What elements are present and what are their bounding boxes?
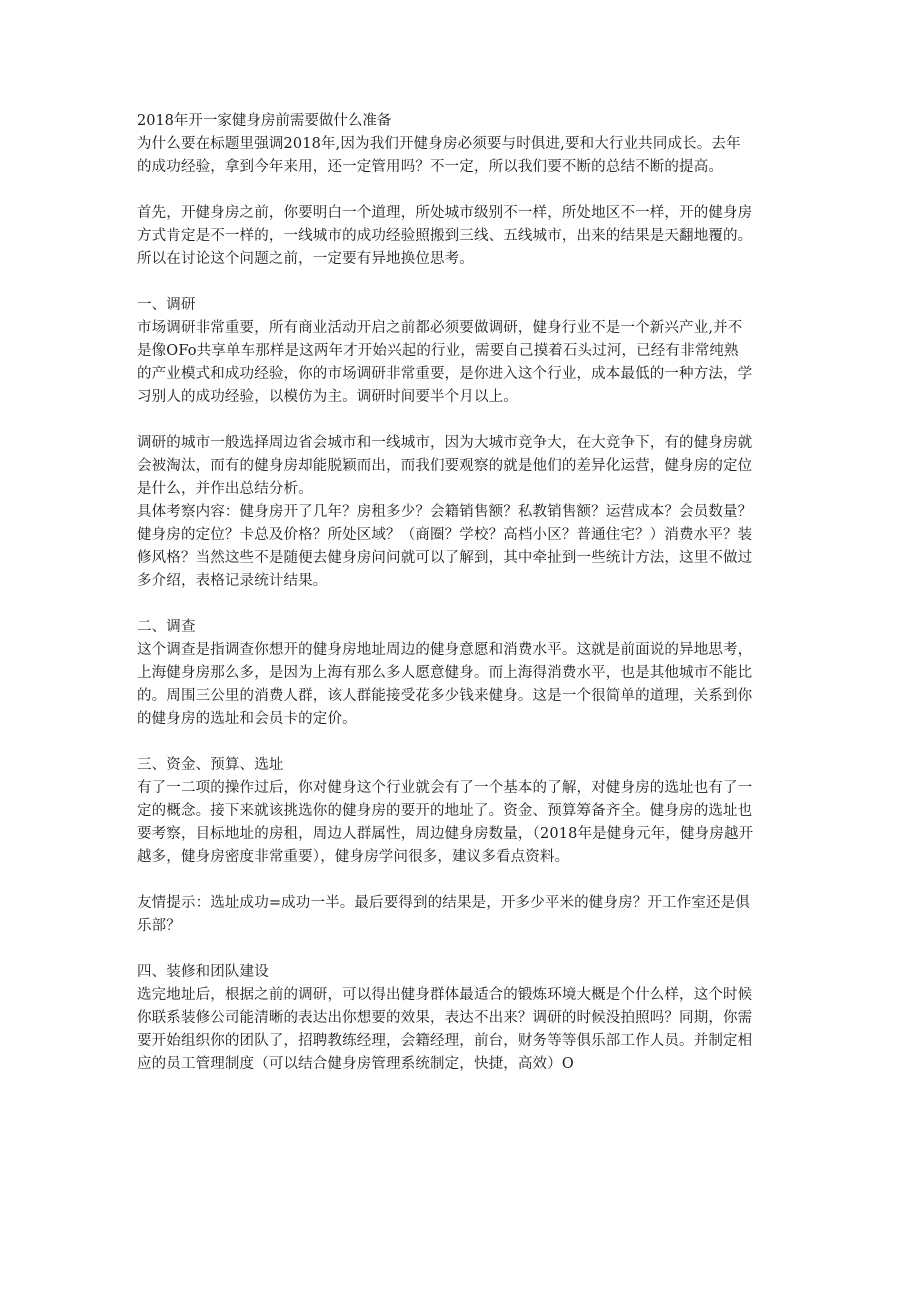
- research-paragraph-line: 的产业模式和成功经验，你的市场调研非常重要，是你进入这个行业，成本最低的一种方法，学: [137, 366, 753, 382]
- research-city-line: 会被淘汰，而有的健身房却能脱颖而出，而我们要观察的就是他们的差异化运营，健身房的定位: [137, 458, 753, 474]
- first-paragraph-line: 所以在讨论这个问题之前，一定要有异地换位思考。: [137, 251, 474, 267]
- intro-line: 为什么要在标题里强调2018年,因为我们开健身房必须要与时俱进,要和大行业共同成长。去年: [137, 136, 741, 152]
- research-paragraph-line: 市场调研非常重要，所有商业活动开启之前都必须要做调研，健身行业不是一个新兴产业,并不: [137, 320, 743, 336]
- paragraph-gap: [137, 593, 787, 616]
- paragraph-gap: [137, 409, 787, 432]
- research-paragraph-line: 是像OFo共享单车那样是这两年才开始兴起的行业，需要自己摸着石头过河，已经有非常纯熟: [137, 343, 739, 359]
- survey-paragraph-line: 的健身房的选址和会员卡的定价。: [137, 711, 357, 727]
- paragraph-gap: [137, 938, 787, 961]
- paragraph-gap: [137, 731, 787, 754]
- paragraph-gap: [137, 869, 787, 892]
- decoration-paragraph-line: 应的员工管理制度（可以结合健身房管理系统制定，快捷，高效）O: [137, 1056, 574, 1072]
- research-city-line: 调研的城市一般选择周边省会城市和一线城市，因为大城市竞争大，在大竞争下，有的健身房就: [137, 435, 753, 451]
- section-heading-research: 一、调研: [137, 297, 196, 313]
- section-heading-decoration: 四、装修和团队建设: [137, 964, 269, 980]
- research-paragraph-line: 习别人的成功经验，以模仿为主。调研时间要半个月以上。: [137, 389, 518, 405]
- research-city-line: 是什么，并作出总结分析。: [137, 481, 313, 497]
- paragraph-gap: [137, 179, 787, 202]
- survey-paragraph-line: 的。周围三公里的消费人群，该人群能接受花多少钱来健身。这是一个很简单的道理，关系到你: [137, 688, 753, 704]
- survey-paragraph-line: 上海健身房那么多，是因为上海有那么多人愿意健身。而上海得消费水平，也是其他城市不能比: [137, 665, 753, 681]
- decoration-paragraph-line: 要开始组织你的团队了，招聘教练经理，会籍经理，前台，财务等等俱乐部工作人员。并制定相: [137, 1033, 753, 1049]
- research-city-line: 多介绍，表格记录统计结果。: [137, 573, 328, 589]
- paragraph-gap: [137, 271, 787, 294]
- first-paragraph-line: 首先，开健身房之前，你要明白一个道理，所处城市级别不一样，所处地区不一样，开的健身房: [137, 205, 753, 221]
- survey-paragraph-line: 这个调查是指调查你想开的健身房地址周边的健身意愿和消费水平。这就是前面说的异地思考，: [137, 642, 753, 658]
- funding-paragraph-line: 有了一二项的操作过后，你对健身这个行业就会有了一个基本的了解，对健身房的选址也有了一: [137, 780, 753, 796]
- intro-line: 的成功经验，拿到今年来用，还一定管用吗？不一定，所以我们要不断的总结不断的提高。: [137, 159, 723, 175]
- tip-line: 友情提示：选址成功=成功一半。最后要得到的结果是，开多少平米的健身房？开工作室还是俱: [137, 895, 750, 911]
- document-title: 2018年开一家健身房前需要做什么准备: [137, 113, 392, 129]
- funding-paragraph-line: 定的概念。接下来就该挑选你的健身房的要开的地址了。资金、预算筹备齐全。健身房的选址也: [137, 803, 753, 819]
- tip-line: 乐部？: [137, 918, 181, 934]
- document-page: [137, 110, 787, 1076]
- first-paragraph-line: 方式肯定是不一样的，一线城市的成功经验照搬到三线、五线城市，出来的结果是天翻地覆的。: [137, 228, 753, 244]
- research-city-line: 健身房的定位？卡总及价格？所处区域？（商圈？学校？高档小区？普通住宅？）消费水平？装: [137, 527, 753, 543]
- funding-paragraph-line: 要考察，目标地址的房租，周边人群属性，周边健身房数量，（2018年是健身元年，健身房越开: [137, 826, 754, 842]
- decoration-paragraph-line: 你联系装修公司能清晰的表达出你想要的效果，表达不出来？调研的时候没拍照吗？同期，你需: [137, 1010, 753, 1026]
- section-heading-survey: 二、调查: [137, 619, 196, 635]
- decoration-paragraph-line: 选完地址后，根据之前的调研，可以得出健身群体最适合的锻炼环境大概是个什么样，这个时候: [137, 987, 753, 1003]
- research-city-line: 具体考察内容：健身房开了几年？房租多少？会籍销售额？私教销售额？运营成本？会员数量？: [137, 504, 753, 520]
- research-city-line: 修风格？当然这些不是随便去健身房问问就可以了解到，其中牵扯到一些统计方法，这里不做过: [137, 550, 753, 566]
- section-heading-funding: 三、资金、预算、选址: [137, 757, 284, 773]
- funding-paragraph-line: 越多，健身房密度非常重要），健身房学问很多，建议多看点资料。: [137, 849, 570, 865]
